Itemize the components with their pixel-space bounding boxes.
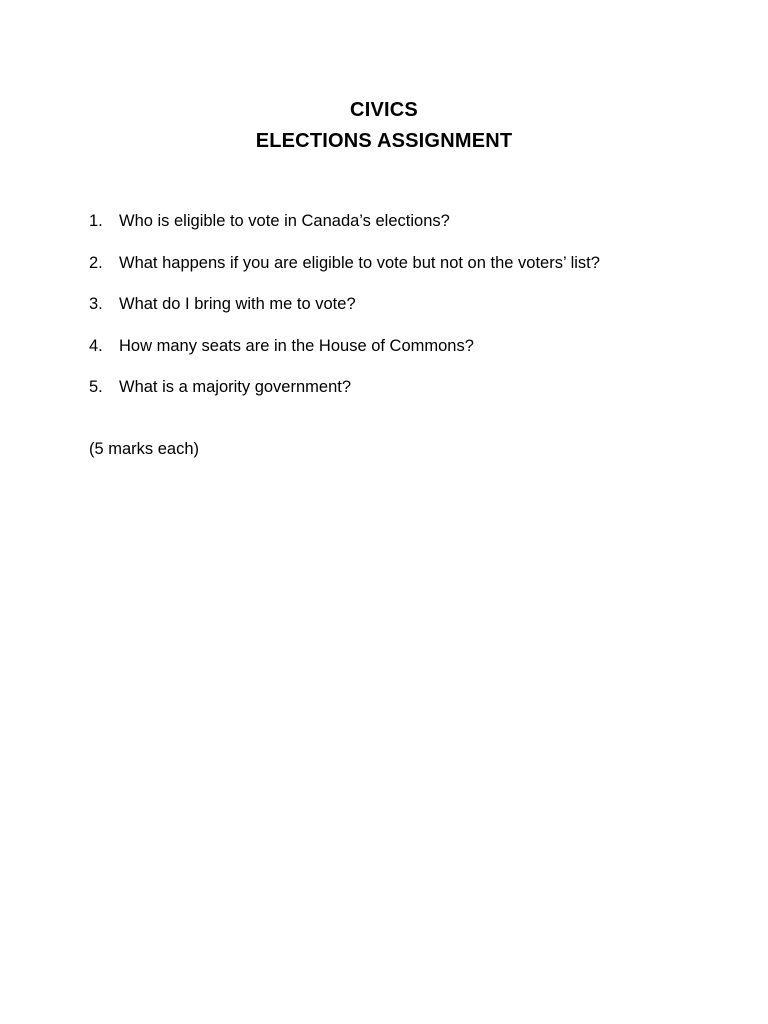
- question-number: 5.: [89, 378, 103, 396]
- question-number: 1.: [89, 212, 103, 230]
- question-list: [89, 209, 729, 417]
- question-item: [89, 375, 729, 399]
- question-number: 3.: [89, 295, 103, 313]
- question-text: What happens if you are eligible to vote but not on the voters’ list?: [119, 253, 600, 272]
- question-item: [89, 209, 729, 233]
- question-text: Who is eligible to vote in Canada’s elections?: [119, 212, 450, 230]
- course-title: CIVICS: [350, 99, 418, 121]
- document-title: [0, 95, 768, 157]
- question-item: [89, 334, 729, 358]
- question-text: How many seats are in the House of Commons?: [119, 336, 474, 355]
- question-number: 2.: [89, 253, 103, 272]
- question-text: What is a majority government?: [119, 378, 352, 396]
- question-item: [89, 292, 729, 316]
- marks-note: (5 marks each): [89, 440, 200, 458]
- question-text: What do I bring with me to vote?: [119, 295, 356, 313]
- question-item: [89, 251, 729, 275]
- assignment-title: ELECTIONS ASSIGNMENT: [255, 130, 513, 152]
- question-number: 4.: [89, 336, 103, 355]
